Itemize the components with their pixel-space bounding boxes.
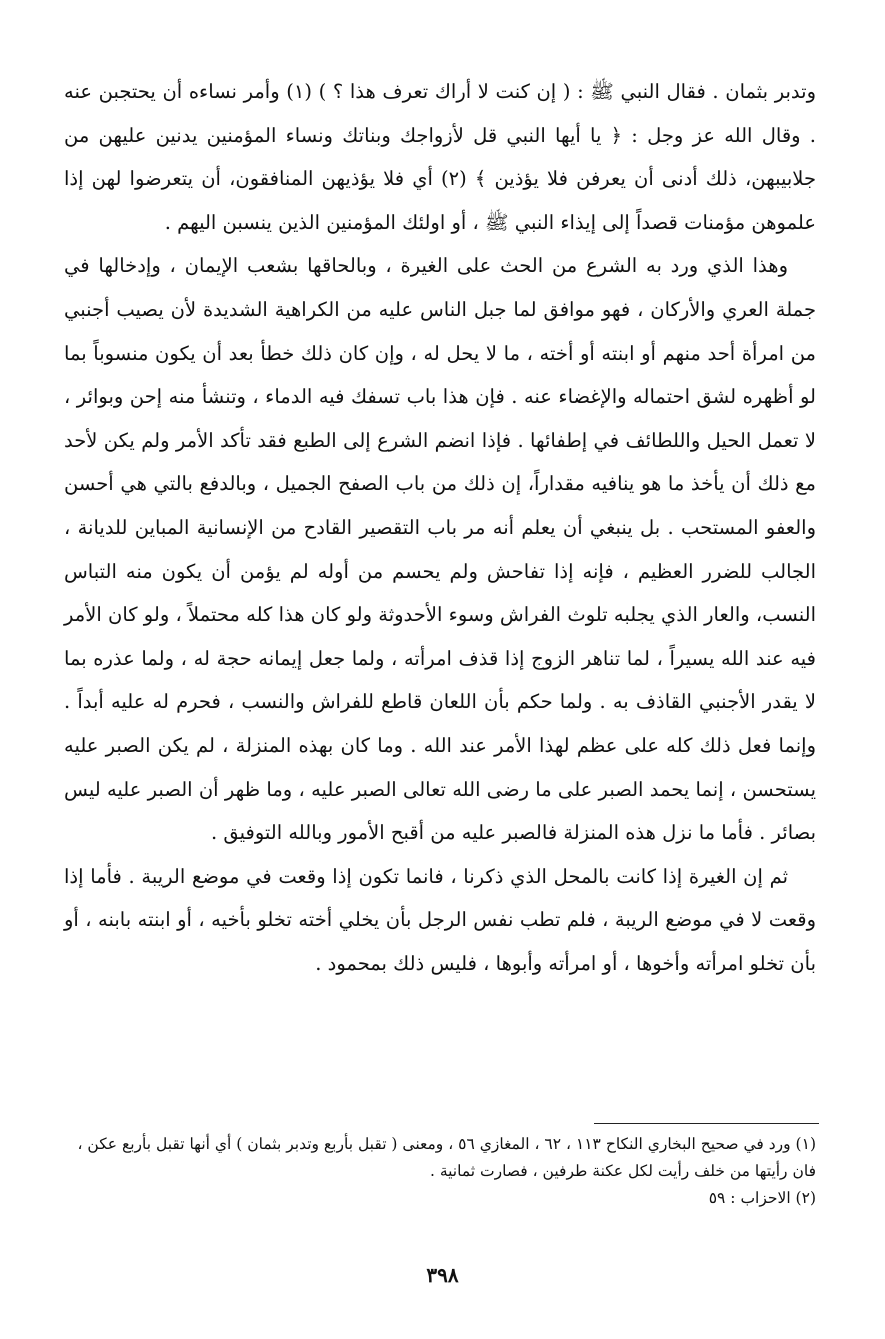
paragraph-3: ثم إن الغيرة إذا كانت بالمحل الذي ذكرنا ، فانما تكون إذا وقعت في موضع الريبة . فأما إذا وقعت لا في موضع الريبة ، فلم تطب نفس الرجل بأن يخلي أخته تخلو بأخيه ، أو ابنته بابنه ، أو بأن تخلو امرأته وأخوها ، أو امرأته وأبوها ، فليس ذلك بمحمود . bbox=[64, 864, 816, 975]
main-text bbox=[64, 70, 816, 985]
paragraph-1: وتدبر بثمان . فقال النبي ﷺ : ( إن كنت لا أراك تعرف هذا ؟ ) (١) وأمر نساءه أن يحتجبن عنه . وقال الله عز وجل : ﴿ يا أيها النبي قل لأزواجك وبناتك ونساء المؤمنين يدنين عليهن من جلابيبهن، ذلك أدنى أن يعرفن فلا يؤذين ﴾ (٢) أي فلا يؤذيهن المنافقون، أن يتعرضوا لهن إذا علموهن مؤمنات قصداً إلى إيذاء النبي ﷺ ، أو اولئك المؤمنين الذين ينسبن اليهم . bbox=[64, 80, 817, 234]
footnotes bbox=[64, 1131, 816, 1212]
footnote-2: (٢) الاحزاب : ٥٩ bbox=[708, 1189, 816, 1207]
footnote-1: (١) ورد في صحيح البخاري النكاح ١١٣ ، ٦٢ ، المغازي ٥٦ ، ومعنى ( تقبل بأربع وتدبر بثمان ) أي أنها تقبل بأربع عكن ، فان رأيتها من خلف رأيت لكل عكنة طرفين ، فصارت ثمانية . bbox=[77, 1135, 816, 1180]
footnote-divider bbox=[594, 1123, 819, 1124]
page-number: ٣٩٨ bbox=[426, 1263, 459, 1287]
paragraph-2: وهذا الذي ورد به الشرع من الحث على الغيرة ، وبالحاقها بشعب الإيمان ، وإدخالها في جملة العري والأركان ، فهو موافق لما جبل الناس عليه من الكراهية الشديدة لأن يصيب أجنبي من امرأة أحد منهم أو ابنته أو أخته ، ما لا يحل له ، وإن كان ذلك خطأ بعد أن يكون منسوباً بما لو أظهره لشق احتماله والإغضاء عنه . فإن هذا باب تسفك فيه الدماء ، وتنشأ منه إحن وبوائر ، لا تعمل الحيل واللطائف في إطفائها . فإذا انضم الشرع إلى الطبع فقد تأكد الأمر ولم يكن لأحد مع ذلك أن يأخذ ما هو ينافيه مقداراً، إن ذلك من باب الصفح الجميل ، وبالدفع بالتي هي أحسن والعفو المستحب . بل ينبغي أن يعلم أنه مر باب التقصير القادح من الإنسانية المباين للديانة ، الجالب للضرر العظيم ، فإنه إذا تفاحش ولم يحسم من أوله لم يؤمن أن يكون منه التباس النسب، والعار الذي يجلبه تلوث الفراش وسوء الأحدوثة ولو كان هذا كله محتملاً ، ولو كان الأمر فيه عند الله يسيراً ، لما تناهر الزوج إذا قذف امرأته ، ولما جعل إيمانه حجة له ، ولما عذره بما لا يقدر الأجنبي القاذف به . ولما حكم بأن اللعان قاطع للفراش والنسب ، فحرم له عليه أبداً . وإنما فعل ذلك كله على عظم لهذا الأمر عند الله . وما كان بهذه المنزلة ، لم يكن الصبر عليه يستحسن ، إنما يحمد الصبر على ما رضى الله تعالى الصبر عليه ، وما ظهر أن الصبر عليه ليس بصائر . فأما ما نزل هذه المنزلة فالصبر عليه من أقبح الأمور وبالله التوفيق . bbox=[64, 254, 816, 845]
